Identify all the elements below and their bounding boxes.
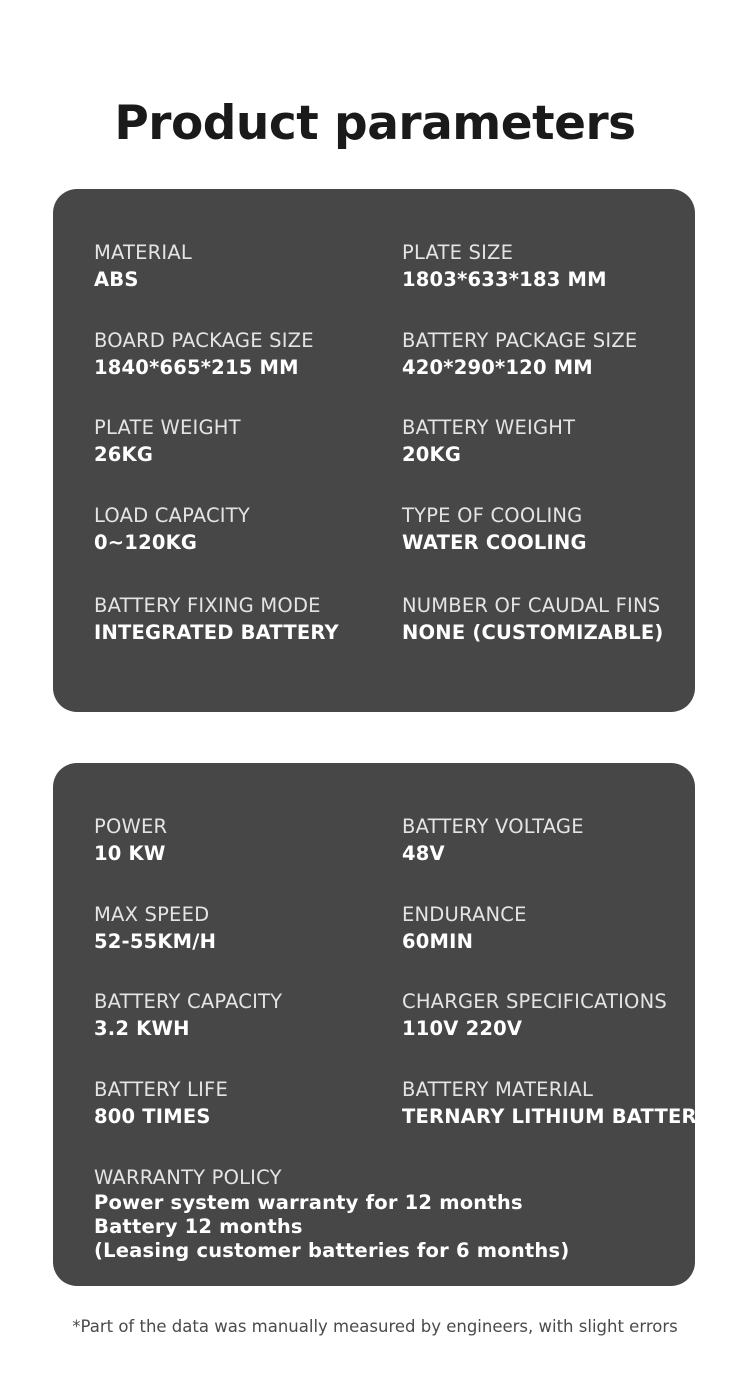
parameters-panel-performance <box>53 763 710 1286</box>
param-value: WATER COOLING <box>402 531 587 554</box>
param-endurance <box>402 902 527 956</box>
warranty-line: (Leasing customer batteries for 6 months) <box>94 1239 570 1262</box>
param-label: BATTERY LIFE <box>94 1078 228 1101</box>
warranty-line: Power system warranty for 12 months <box>94 1191 523 1214</box>
param-label: NUMBER OF CAUDAL FINS <box>402 594 661 617</box>
param-value: 420*290*120 MM <box>402 356 593 379</box>
footnote: *Part of the data was manually measured by engineers, with slight errors <box>72 1317 678 1336</box>
param-value: 3.2 KWH <box>94 1017 190 1040</box>
param-plate-size <box>402 240 607 294</box>
param-value: INTEGRATED BATTERY <box>94 621 339 644</box>
param-label: MAX SPEED <box>94 903 210 926</box>
param-label: ENDURANCE <box>402 903 527 926</box>
param-battery-material <box>402 1077 710 1131</box>
param-battery-weight <box>402 415 575 469</box>
param-value: 0~120KG <box>94 531 198 554</box>
param-battery-voltage <box>402 814 584 868</box>
param-battery-capacity <box>94 989 282 1043</box>
param-value: ABS <box>94 268 139 291</box>
param-value: 52-55KM/H <box>94 930 217 953</box>
param-label: BATTERY WEIGHT <box>402 416 576 439</box>
param-label: MATERIAL <box>94 241 192 264</box>
param-label: BATTERY CAPACITY <box>94 990 283 1013</box>
param-label: PLATE WEIGHT <box>94 416 241 439</box>
param-battery-package-size <box>402 328 637 382</box>
param-label: BATTERY FIXING MODE <box>94 594 321 617</box>
param-label: BATTERY VOLTAGE <box>402 815 584 838</box>
param-label: WARRANTY POLICY <box>94 1166 282 1189</box>
param-label: PLATE SIZE <box>402 241 514 264</box>
param-battery-life <box>94 1077 228 1131</box>
param-value: 1803*633*183 MM <box>402 268 607 291</box>
param-battery-fixing-mode <box>94 593 339 647</box>
param-max-speed <box>94 902 216 956</box>
warranty-line: Battery 12 months <box>94 1215 303 1238</box>
param-value: 60MIN <box>402 930 474 953</box>
param-value: 10 KW <box>94 842 166 865</box>
param-value: NONE (CUSTOMIZABLE) <box>402 621 664 644</box>
param-value: TERNARY LITHIUM BATTERY <box>402 1105 710 1128</box>
param-power <box>94 814 167 868</box>
param-label: CHARGER SPECIFICATIONS <box>402 990 667 1013</box>
param-label: LOAD CAPACITY <box>94 504 250 527</box>
param-value: 110V 220V <box>402 1017 523 1040</box>
param-caudal-fins <box>402 593 664 647</box>
param-label: POWER <box>94 815 168 838</box>
page-title: Product parameters <box>114 96 636 151</box>
param-label: BATTERY PACKAGE SIZE <box>402 329 638 352</box>
param-value: 20KG <box>402 443 462 466</box>
param-board-package-size <box>94 328 314 382</box>
param-value: 26KG <box>94 443 154 466</box>
param-label: BOARD PACKAGE SIZE <box>94 329 314 352</box>
parameters-panel-physical <box>53 189 695 712</box>
param-material <box>94 240 192 294</box>
param-charger-specifications <box>402 989 667 1043</box>
param-value: 1840*665*215 MM <box>94 356 299 379</box>
param-warranty-policy <box>94 1165 569 1263</box>
param-plate-weight <box>94 415 241 469</box>
param-load-capacity <box>94 503 250 557</box>
param-label: BATTERY MATERIAL <box>402 1078 594 1101</box>
param-value: 48V <box>402 842 445 865</box>
param-value: 800 TIMES <box>94 1105 211 1128</box>
param-label: TYPE OF COOLING <box>402 504 583 527</box>
param-type-of-cooling <box>402 503 587 557</box>
